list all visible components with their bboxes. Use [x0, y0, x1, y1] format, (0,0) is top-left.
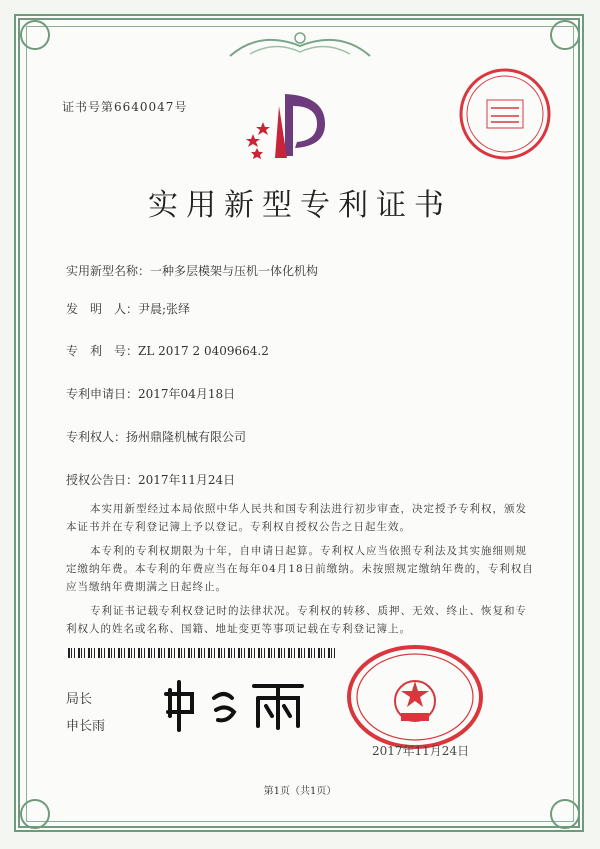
patent-number-row: [66, 342, 269, 359]
page-footer: 第1页（共1页）: [263, 786, 337, 797]
inventor-row: [66, 300, 190, 317]
grant-date-row: [66, 471, 235, 488]
field-label: 授权公告日：: [66, 473, 139, 487]
field-label: 实用新型名称：: [66, 264, 151, 278]
utility-model-name-row: [66, 262, 318, 279]
field-value: 2017年11月24日: [138, 473, 236, 487]
field-label: 专利申请日：: [66, 387, 139, 401]
filing-date-row: [66, 385, 235, 402]
agency-seal-icon: [457, 66, 553, 162]
patent-office-logo-icon: [245, 86, 335, 166]
director-name: 申长雨: [66, 719, 106, 734]
field-value: 扬州鼎隆机械有限公司: [126, 430, 247, 444]
body-paragraph: 本专利的专利权期限为十年，自申请日起算。专利权人应当依照专利法及其实施细则规定缴纳年费。本专利的年费应当在每年04月18日前缴纳。未按照规定缴纳年费的，专利权自应当缴纳年费期满之日起终止。: [66, 545, 534, 593]
handwritten-signature: [162, 676, 312, 734]
corner-ornament: [550, 20, 580, 50]
corner-ornament: [550, 799, 580, 829]
field-value: ZL 2017 2 0409664.2: [138, 344, 269, 358]
corner-ornament: [20, 799, 50, 829]
field-label: 专利权人：: [66, 430, 127, 444]
director-block: [66, 688, 105, 742]
field-value: 一种多层模架与压机一体化机构: [150, 264, 319, 278]
field-value: 尹晨;张绎: [138, 302, 191, 316]
barcode-icon: [68, 648, 340, 658]
certificate-number: 证书号第6640047号: [62, 100, 188, 114]
patentee-row: [66, 428, 246, 445]
field-label: 发 明 人：: [66, 302, 139, 316]
certificate-title: 实用新型专利证书: [148, 188, 452, 223]
issue-date: 2017年11月24日: [372, 744, 470, 758]
body-paragraph: 本实用新型经过本局依照中华人民共和国专利法进行初步审查，决定授予专利权，颁发本证书并在专利登记簿上予以登记。专利权自授权公告之日起生效。: [66, 503, 527, 533]
top-ornament: [220, 28, 380, 62]
field-value: 2017年04月18日: [138, 387, 236, 401]
field-label: 专 利 号：: [66, 344, 139, 358]
director-title: 局长: [66, 692, 93, 707]
corner-ornament: [20, 20, 50, 50]
body-paragraph: 专利证书记载专利权登记时的法律状况。专利权的转移、质押、无效、终止、恢复和专利权人的姓名或名称、国籍、地址变更等事项记载在专利登记簿上。: [66, 605, 527, 635]
official-seal-icon: [345, 645, 485, 750]
